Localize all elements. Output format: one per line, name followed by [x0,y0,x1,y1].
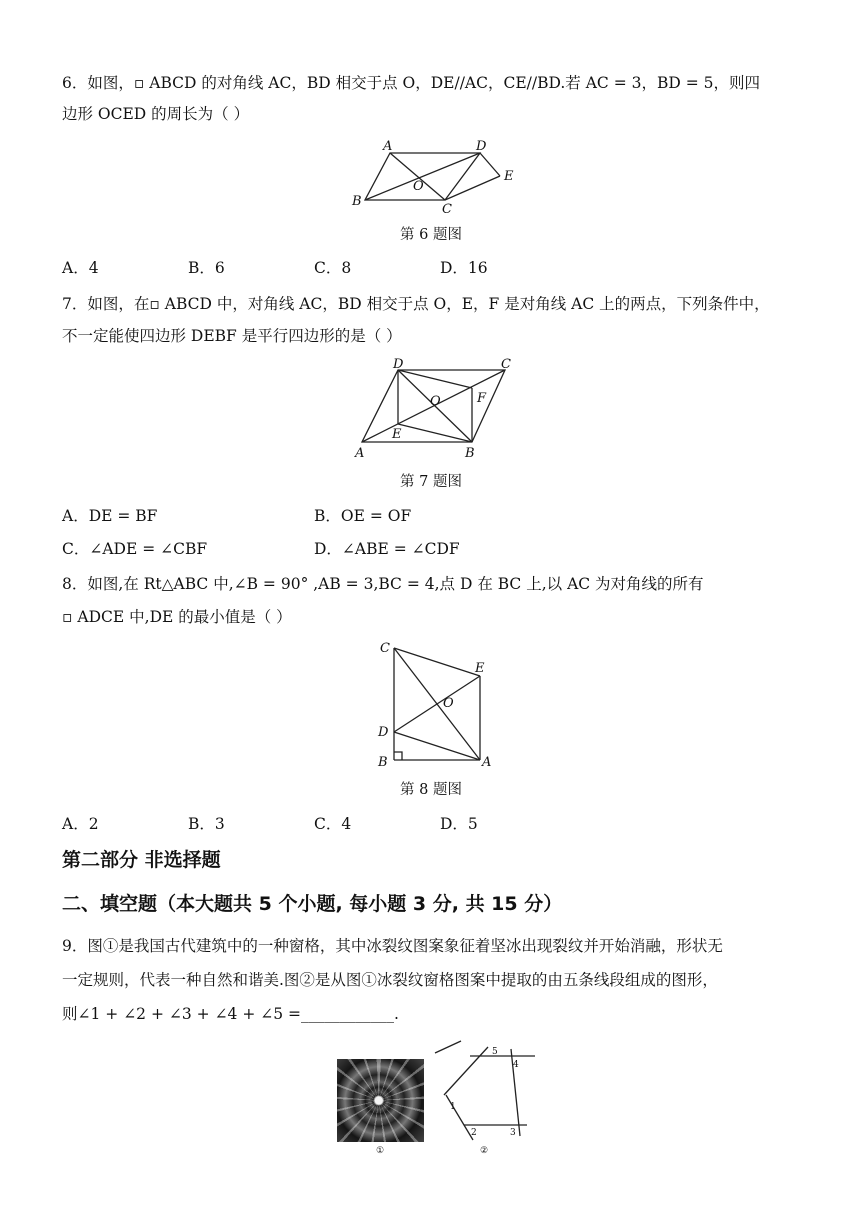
q6-option-c[interactable]: C．8 [314,259,352,277]
q7-segment-eb [398,424,472,442]
q7-label-c: C [501,357,511,372]
q6-label-c: C [442,202,452,217]
q7-caption: 第 7 题图 [400,474,462,490]
q8-option-b[interactable]: B．3 [188,815,225,833]
q8-option-a[interactable]: A．2 [62,815,99,833]
q6-option-d[interactable]: D．16 [440,259,488,277]
q9-text-line3: 则∠1 + ∠2 + ∠3 + ∠4 + ∠5 =____________. [62,1005,399,1023]
q8-label-b: B [378,755,388,770]
q7-option-a[interactable]: A．DE = BF [62,507,158,525]
q9-angle-label-5: 5 [492,1047,498,1057]
q7-label-o: O [430,394,441,409]
q8-segment-de [394,676,480,732]
q9-angle-label-1: 1 [450,1102,456,1112]
q8-right-angle-mark [394,752,402,760]
q6-text-line1: 6．如图，▫ ABCD 的对角线 AC，BD 相交于点 O，DE//AC，CE//BD.若 AC = 3，BD = 5，则四 [62,74,760,92]
q8-caption: 第 8 题图 [400,782,462,798]
q9-figure-label-1: ① [376,1146,385,1156]
q8-option-c[interactable]: C．4 [314,815,352,833]
q7-figure [350,358,520,463]
q6-option-a[interactable]: A．4 [62,259,99,277]
q9-text-line2: 一定规则，代表一种自然和谐美.图②是从图①冰裂纹窗格图案中提取的由五条线段组成的图形， [62,971,718,989]
q6-caption: 第 6 题图 [400,227,462,243]
q7-label-b: B [465,446,475,461]
q6-text-line2: 边形 OCED 的周长为（ ） [62,105,250,123]
q8-segment-ce [394,648,480,676]
q7-text-line1: 7．如图，在▫ ABCD 中，对角线 AC，BD 相交于点 O，E，F 是对角线 AC 上的两点，下列条件中， [62,295,770,313]
q8-text-line1: 8．如图,在 Rt△ABC 中,∠B = 90° ,AB = 3,BC = 4,点 D 在 BC 上,以 AC 为对角线的所有 [62,575,704,593]
q8-label-a: A [482,755,492,770]
q8-option-d[interactable]: D．5 [440,815,478,833]
q7-label-f: F [477,391,487,406]
q6-label-d: D [476,139,487,154]
q6-label-e: E [504,169,514,184]
q9-line-a [444,1047,488,1095]
section2-title: 二、填空题（本大题共 5 个小题, 每小题 3 分, 共 15 分） [62,893,563,915]
q9-line-1 [435,1041,461,1053]
q8-text-line2: ▫ ADCE 中,DE 的最小值是（ ） [62,608,292,626]
q8-figure [372,640,502,775]
q8-label-e: E [475,661,485,676]
q6-option-b[interactable]: B．6 [188,259,225,277]
q8-segment-da [394,732,480,760]
q9-angle-label-2: 2 [471,1128,477,1138]
part2-title: 第二部分 非选择题 [62,849,221,871]
q6-label-o: O [413,179,424,194]
q6-figure [345,135,525,215]
q9-text-line1: 9．图①是我国古代建筑中的一种窗格，其中冰裂纹图案象征着坚冰出现裂纹并开始消融，形状无 [62,937,723,955]
q7-option-b[interactable]: B．OE = OF [314,507,412,525]
q7-text-line2: 不一定能使四边形 DEBF 是平行四边形的是（ ） [62,327,402,345]
q7-label-e: E [392,427,402,442]
q7-option-d[interactable]: D．∠ABE = ∠CDF [314,540,460,558]
q6-label-a: A [383,139,393,154]
q7-label-a: A [355,446,365,461]
q6-label-b: B [352,194,362,209]
q6-segment-de [480,153,500,176]
q8-label-c: C [380,641,390,656]
q9-angle-label-4: 4 [513,1060,519,1070]
q9-angle-label-3: 3 [510,1128,516,1138]
q7-option-c[interactable]: C．∠ADE = ∠CBF [62,540,208,558]
q9-figure [330,1040,550,1160]
q9-figure-label-2: ② [480,1146,489,1156]
q8-label-d: D [378,725,389,740]
q7-segment-df [398,370,472,388]
q7-label-d: D [393,357,404,372]
q8-label-o: O [443,696,454,711]
